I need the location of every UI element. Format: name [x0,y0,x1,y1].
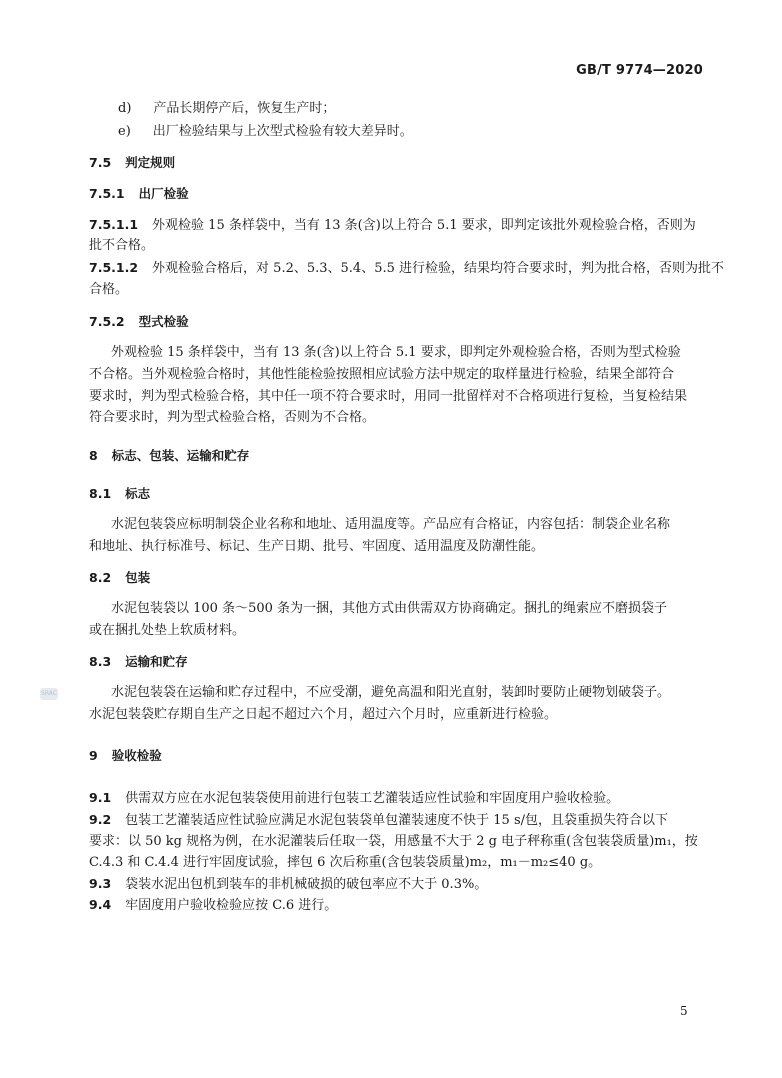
list-item-e [118,124,738,140]
list-label: d) [118,101,132,116]
standard-code: GB/T 9774—2020 [576,63,703,78]
clause-text-line: 牢固度用户验收检验应按 C.6 进行。 [125,898,338,913]
section-8-2-heading [89,570,709,586]
list-label: e) [118,124,131,139]
clause-number: 7.5.1.1 [89,217,139,232]
paragraph-line: 外观检验 15 条样袋中，当有 13 条(含)以上符合 5.1 要求，即判定外观检验合格，否则为型式检验 [111,345,681,360]
section-7-5-1-heading [89,186,709,202]
clause-number: 9.1 [89,790,112,805]
clause-9-2 [89,812,709,829]
clause-text-line: C.4.3 和 C.4.4 进行牢固度试验，摔包 6 次后称重(含包装袋质量)m₂，m₁－m₂≤40 g。 [89,855,602,870]
paragraph-line: 要求时，判为型式检验合格，其中任一项不符合要求时，用同一批留样对不合格项进行复检，当复检结果 [89,389,688,404]
section-number: 8.3 [89,654,112,669]
clause-number: 7.5.1.2 [89,260,139,275]
chapter-number: 8 [89,448,98,463]
chapter-title: 验收检验 [111,748,162,763]
clause-9-1 [89,790,709,807]
clause-9-3 [89,876,709,893]
clause-text-line: 要求：以 50 kg 规格为例，在水泥灌装后任取一袋，用感量不大于 2 g 电子秤称重(含包装袋质量)m₁，按 [89,834,698,849]
paragraph-line: 和地址、执行标准号、标记、生产日期、批号、牢固度、适用温度及防潮性能。 [89,539,545,554]
section-title: 型式检验 [138,314,189,329]
clause-7-5-1-2 [89,260,725,277]
chapter-title: 标志、包装、运输和贮存 [111,448,250,463]
section-title: 标志 [125,486,151,501]
clause-9-4 [89,897,709,914]
clause-number: 9.2 [89,812,112,827]
clause-number: 9.4 [89,897,112,912]
clause-number: 9.3 [89,876,112,891]
page-number: 5 [680,1004,688,1018]
section-number: 7.5.1 [89,186,125,201]
section-number: 7.5 [89,155,112,170]
section-8-3-heading [89,654,709,670]
section-title: 包装 [125,570,151,585]
section-title: 出厂检验 [138,186,189,201]
section-number: 8.2 [89,570,112,585]
clause-7-5-1-1 [89,217,709,234]
paragraph-line: 水泥包装袋应标明制袋企业名称和地址、适用温度等。产品应有合格证，内容包括：制袋企业名称 [111,517,671,532]
clause-text-line: 合格。 [89,282,129,297]
section-number: 8.1 [89,486,112,501]
list-item-d [118,101,738,117]
paragraph-line: 不合格。当外观检验合格时，其他性能检验按照相应试验方法中规定的取样量进行检验，结果全部符合 [89,367,675,382]
section-title: 判定规则 [125,155,176,170]
section-7-5-heading [89,155,709,171]
section-8-1-heading [89,486,709,502]
clause-text-line: 供需双方应在水泥包装袋使用前进行包装工艺灌装适应性试验和牢固度用户验收检验。 [125,791,620,806]
paragraph-line: 符合要求时，判为型式检验合格，否则为不合格。 [89,410,376,425]
paragraph-line: 或在捆扎处垫上软质材料。 [89,623,246,638]
clause-text-line: 外观检验 15 条样袋中，当有 13 条(含)以上符合 5.1 要求，即判定该批外观检验合格，否则为 [152,218,696,233]
list-text: 产品长期停产后，恢复生产时； [153,101,336,116]
clause-text-line: 外观检验合格后，对 5.2、5.3、5.4、5.5 进行检验，结果均符合要求时，判为批合格，否则为批不 [152,261,725,276]
clause-text-line: 袋装水泥出包机到装车的非机械破损的破包率应不大于 0.3%。 [125,877,488,892]
paragraph-line: 水泥包装袋以 100 条～500 条为一捆，其他方式由供需双方协商确定。捆扎的绳索应不磨损袋子 [111,601,668,616]
paragraph-line: 水泥包装袋在运输和贮存过程中，不应受潮，避免高温和阳光直射，装卸时要防止硬物划破袋子。 [111,685,671,700]
chapter-number: 9 [89,748,98,763]
chapter-9-heading [89,748,709,764]
clause-text-line: 包装工艺灌装适应性试验应满足水泥包装袋单包灌装速度不快于 15 s/包，且袋重损失符合以下 [125,813,669,828]
section-title: 运输和贮存 [125,654,188,669]
clause-text-line: 批不合格。 [89,238,155,253]
chapter-8-heading [89,448,709,464]
section-number: 7.5.2 [89,314,125,329]
watermark-logo: SRAC [40,688,58,700]
paragraph-line: 水泥包装袋贮存期自生产之日起不超过六个月，超过六个月时，应重新进行检验。 [89,707,558,722]
list-text: 出厂检验结果与上次型式检验有较大差异时。 [152,124,413,139]
section-7-5-2-heading [89,314,709,330]
